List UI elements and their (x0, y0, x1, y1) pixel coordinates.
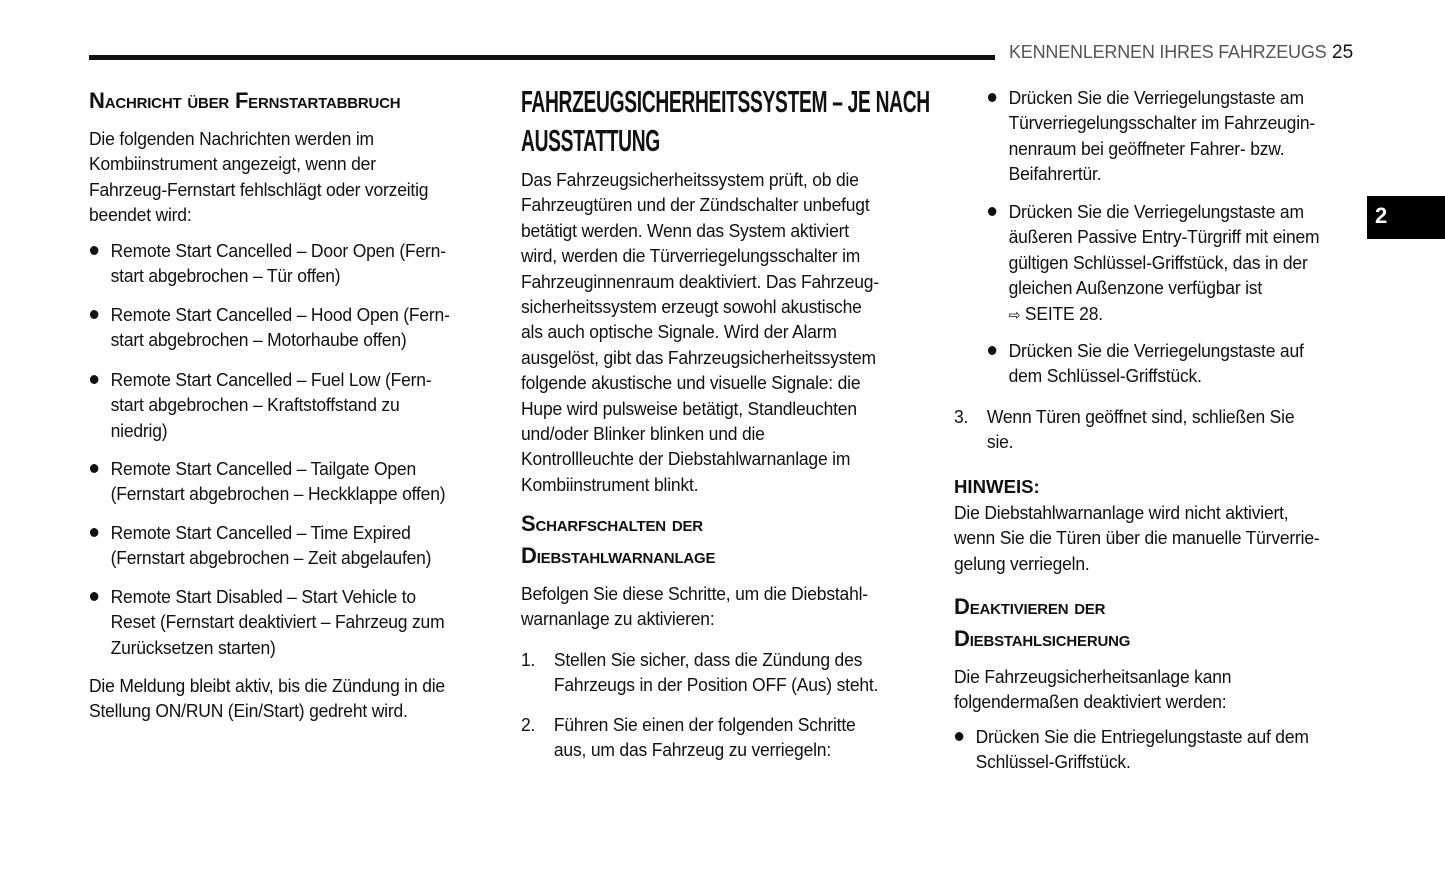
chapter-tab: 2 (1367, 196, 1445, 239)
step-text: Wenn Türen geöffnet sind, schließen Sie sie. (986, 406, 1295, 453)
list-item-text: Drücken Sie die Verriegelungstaste am äußeren Passive Entry-Türgriff mit einem gültigen Schlüssel-Griffstück, das in der gleichen Außenzone verfügbar ist (1008, 201, 1320, 299)
step-number: 3. (954, 406, 969, 427)
step-text: Stellen Sie sicher, dass die Zündung des Fahrzeugs in der Position OFF (Aus) steht. (553, 649, 879, 696)
list-item: Drücken Sie die Verriegelungstaste am Türverriegelungsschalter im Fahrzeugin- nenraum bei geöffneter Fahrer- bzw. Beifahrertür. (987, 85, 1315, 187)
paragraph: Die Meldung bleibt aktiv, bis die Zündung in die Stellung ON/RUN (Ein/Start) gedreht wird. (89, 675, 445, 722)
paragraph: Die folgenden Nachrichten werden im Kombiinstrument angezeigt, wenn der Fahrzeug-Fernstart fehlschlägt oder vorzeitig beendet wird: (89, 128, 429, 226)
section-title: KENNENLERNEN IHRES FAHRZEUGS (1009, 42, 1327, 62)
step-number: 2. (521, 714, 536, 735)
list-item: Remote Start Cancelled – Door Open (Fern- start abgebrochen – Tür offen) (89, 238, 446, 289)
list-item: Remote Start Disabled – Start Vehicle to Reset (Fernstart deaktiviert – Fahrzeug zum Zurücksetzen starten) (89, 584, 444, 660)
step-number: 1. (521, 649, 536, 670)
heading-disarm: Deaktivieren der Diebstahlsicherung (954, 594, 1131, 651)
step-item (521, 712, 856, 763)
heading-arm-alarm: Scharfschalten der Diebstahlwarnanlage (521, 511, 716, 568)
step-item (954, 404, 1294, 455)
arrow-right-icon: ⇨ (1008, 306, 1021, 324)
list-item: Remote Start Cancelled – Hood Open (Fern- start abgebrochen – Motorhaube offen) (89, 302, 450, 353)
list-item (987, 199, 1319, 328)
heading-remote-start-cancel: Nachricht über Fernstartabbruch (89, 88, 401, 113)
note-label: HINWEIS: (954, 476, 1040, 497)
page-reference-link[interactable]: SEITE 28. (1024, 302, 1103, 324)
header-rule (89, 55, 995, 60)
step-text: Führen Sie einen der folgenden Schritte aus, um das Fahrzeug zu verriegeln: (553, 714, 856, 761)
list-item: Remote Start Cancelled – Time Expired (Fernstart abgebrochen – Zeit abgelaufen) (89, 520, 431, 571)
paragraph: Befolgen Sie diese Schritte, um die Diebstahl- warnanlage zu aktivieren: (521, 583, 868, 630)
step-item (521, 647, 878, 698)
page-number: 25 (1332, 42, 1354, 63)
paragraph: Die Fahrzeugsicherheitsanlage kann folgendermaßen deaktiviert werden: (954, 666, 1232, 713)
heading-vehicle-security: FAHRZEUGSICHERHEITSSYSTEM – JE NACH AUSSTATTUNG (521, 84, 930, 158)
note-text: Die Diebstahlwarnanlage wird nicht aktiviert, wenn Sie die Türen über die manuelle Türverrie- gelung verriegeln. (954, 502, 1320, 574)
list-item: Remote Start Cancelled – Tailgate Open (Fernstart abgebrochen – Heckklappe offen) (89, 456, 445, 507)
list-item: Remote Start Cancelled – Fuel Low (Fern- start abgebrochen – Kraftstoffstand zu niedrig) (89, 367, 431, 443)
paragraph: Das Fahrzeugsicherheitssystem prüft, ob die Fahrzeugtüren und der Zündschalter unbefugt betätigt werden. Wenn das System aktiviert wird, werden die Türverriegelungsschalter im Fahrzeuginnenraum deaktiviert. Das Fahrzeug- sicherheitssystem erzeugt sowohl akustische als auch optische Signale. Wird der Alarm ausgelöst, gibt das Fahrzeugsicherheitssystem folgende akustische und visuelle Signale: die Hupe wird pulsweise betätigt, Standleuchten und/oder Blinker blinken und die Kontrollleuchte der Diebstahlwarnanlage im Kombiinstrument blinkt. (521, 169, 879, 495)
list-item: Drücken Sie die Verriegelungstaste auf dem Schlüssel-Griffstück. (987, 338, 1304, 389)
list-item: Drücken Sie die Entriegelungstaste auf dem Schlüssel-Griffstück. (954, 724, 1309, 775)
